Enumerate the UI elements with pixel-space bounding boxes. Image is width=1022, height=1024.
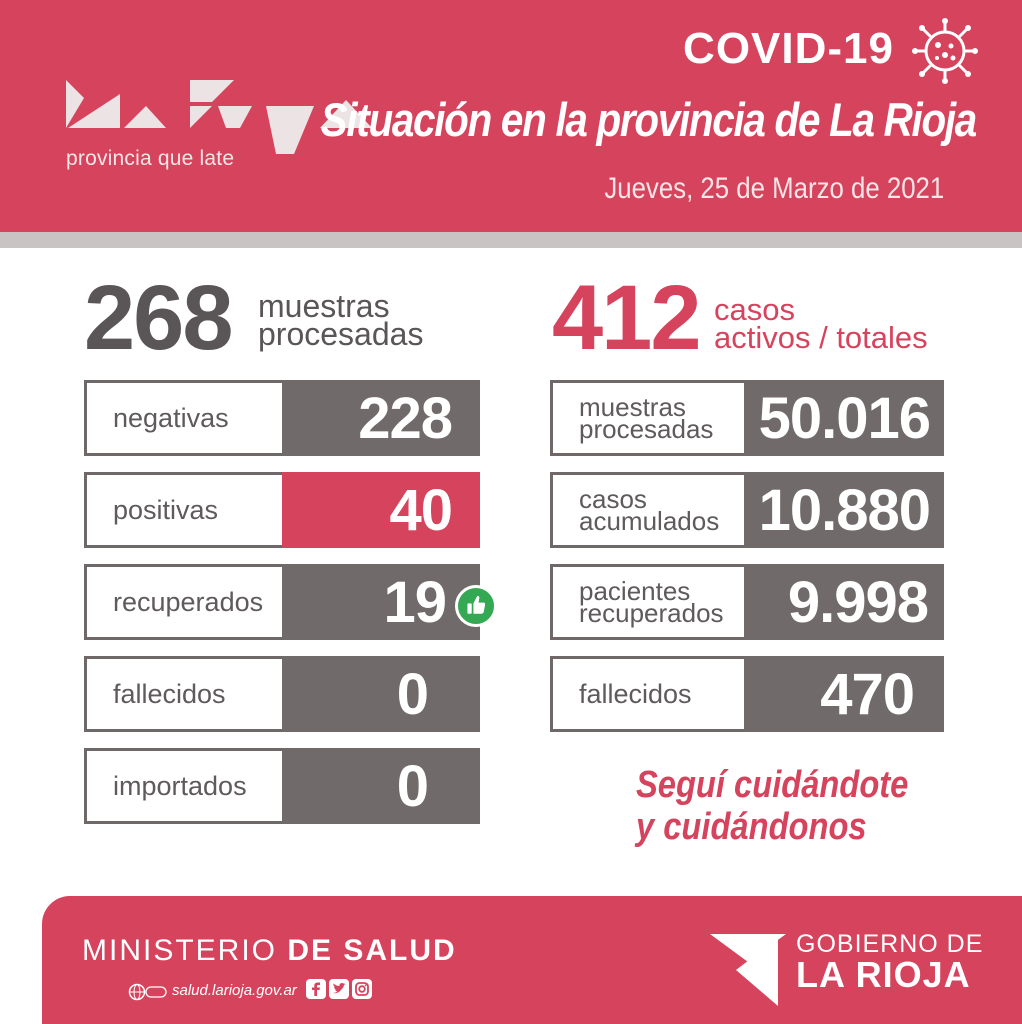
stat-label: positivas — [113, 494, 219, 525]
stat-label-line-1: pacientes — [579, 576, 691, 606]
stat-label-line-2: procesadas — [579, 414, 714, 444]
muestras-label-line-1: muestras — [258, 288, 390, 324]
muestras-label-line-2: procesadas — [258, 316, 424, 352]
stat-value: 19 — [282, 564, 480, 640]
stat-value: 0 — [282, 656, 480, 732]
stat-value: 0 — [282, 748, 480, 824]
stat-row-muestras-procesadas — [550, 380, 944, 456]
stat-label-line-2: recuperados — [579, 598, 724, 628]
stat-row-casos-acumulados — [550, 472, 944, 548]
stat-row-recuperados — [84, 564, 480, 640]
stat-label: importados — [113, 770, 247, 801]
gobierno-logo-mark — [708, 932, 788, 1008]
stat-value: 50.016 — [744, 380, 944, 456]
instagram-icon[interactable] — [352, 979, 372, 999]
gobierno-label: GOBIERNO DE — [796, 930, 984, 958]
ministerio-title — [82, 934, 457, 968]
twitter-icon[interactable] — [329, 979, 349, 999]
virus-icon — [912, 18, 978, 84]
stat-label — [579, 567, 724, 637]
stat-row-positivas — [84, 472, 480, 548]
stat-row-importados — [84, 748, 480, 824]
stat-value: 228 — [282, 380, 480, 456]
la-rioja-label: LA RIOJA — [796, 954, 971, 995]
ministerio-prefix: MINISTERIO — [82, 934, 288, 967]
header-divider — [0, 232, 1022, 248]
stat-row-fallecidos — [84, 656, 480, 732]
stat-label-line-2: acumulados — [579, 506, 720, 536]
stat-label-line-1: muestras — [579, 392, 686, 422]
facebook-icon[interactable] — [306, 979, 326, 999]
muestras-dia-label — [258, 288, 424, 352]
stat-value: 10.880 — [744, 472, 944, 548]
situation-headline: Situación en la provincia de La Rioja — [320, 93, 976, 146]
thumbs-up-icon — [455, 585, 497, 627]
stat-row-fallecidos-totales — [550, 656, 944, 732]
social-icons — [306, 979, 372, 999]
stat-value: 470 — [744, 656, 944, 732]
website-link[interactable]: salud.larioja.gov.ar — [172, 982, 297, 999]
stat-row-negativas — [84, 380, 480, 456]
stat-label: fallecidos — [113, 678, 226, 709]
stat-label: recuperados — [113, 586, 264, 617]
stat-label — [579, 383, 713, 453]
slogan-line-1: Seguí cuidándote — [636, 764, 909, 806]
stat-label: fallecidos — [579, 678, 692, 709]
stat-label-line-1: casos — [579, 484, 647, 514]
casos-activos-count: 412 — [552, 267, 700, 369]
web-icon — [128, 983, 168, 1001]
stat-value: 40 — [282, 472, 480, 548]
stat-label — [579, 475, 719, 545]
muestras-dia-count: 268 — [84, 267, 232, 369]
casos-activos-label — [714, 292, 928, 355]
stat-value: 9.998 — [744, 564, 944, 640]
casos-label-line-1: casos — [714, 292, 795, 327]
slogan — [636, 764, 908, 848]
ministerio-suffix: DE SALUD — [287, 934, 457, 967]
covid-title: COVID-19 — [683, 24, 894, 73]
casos-label-line-2: activos / totales — [714, 320, 928, 355]
stat-label: negativas — [113, 402, 229, 433]
report-date: Jueves, 25 de Marzo de 2021 — [604, 172, 944, 205]
stat-row-pacientes-recuperados — [550, 564, 944, 640]
slogan-line-2: y cuidándonos — [636, 806, 867, 848]
logo-tagline: provincia que late — [66, 147, 235, 170]
